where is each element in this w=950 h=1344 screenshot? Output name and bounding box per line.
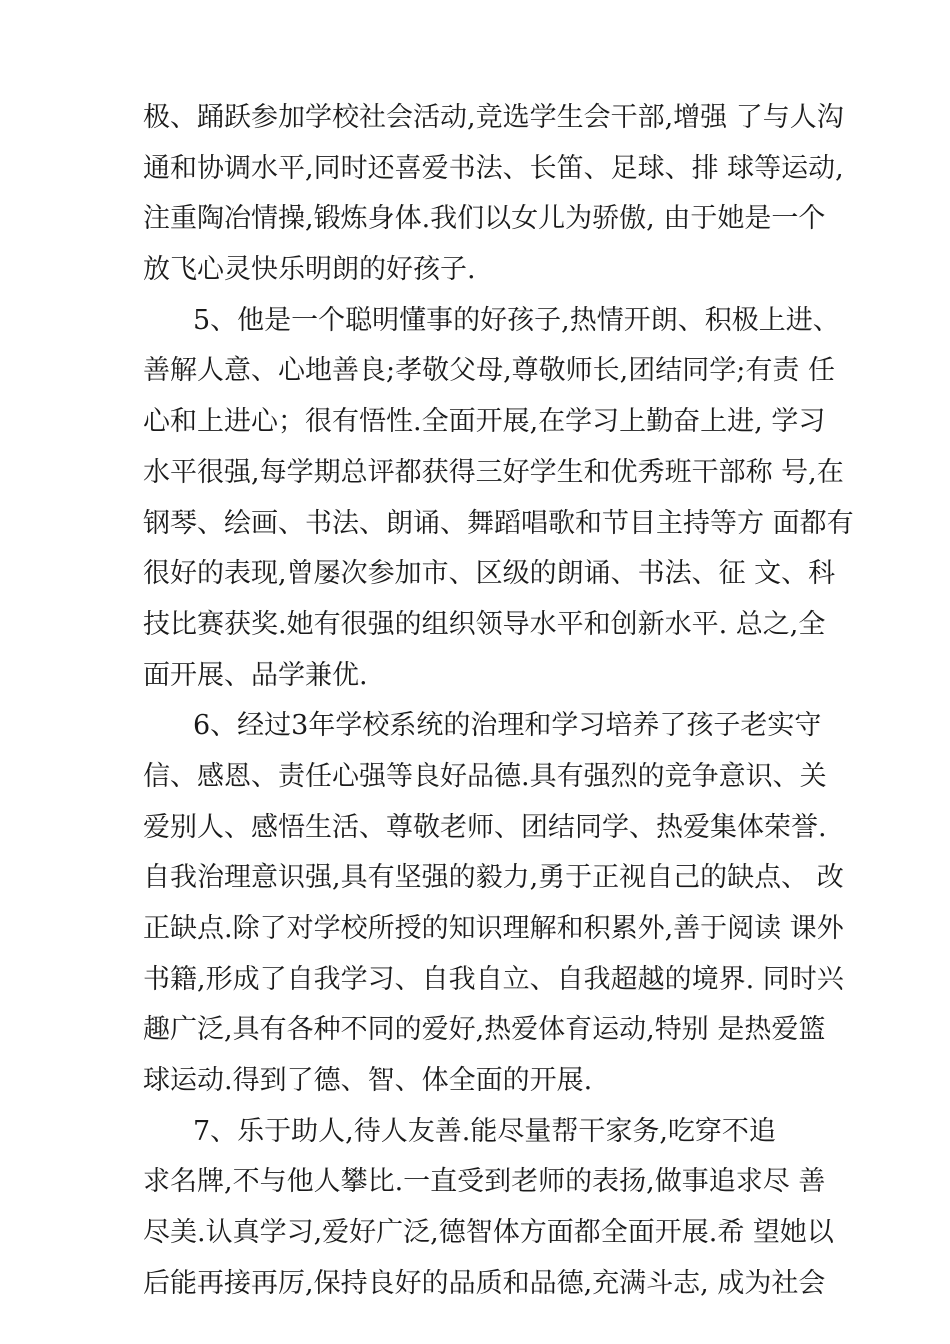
text-line-first: 7、乐于助人,待人友善.能尽量帮干家务,吃穿不追 [193, 1115, 776, 1147]
text-line: 面开展、品学兼优. [143, 659, 368, 691]
document-body [143, 93, 854, 1310]
paragraph-6 [143, 701, 844, 1107]
text-line: 钢琴、绘画、书法、朗诵、舞蹈唱歌和节目主持等方 面都有 [143, 507, 854, 539]
text-line: 书籍,形成了自我学习、自我自立、自我超越的境界. 同时兴 [143, 963, 844, 995]
text-line: 水平很强,每学期总评都获得三好学生和优秀班干部称 号,在 [143, 456, 844, 488]
text-line: 善解人意、心地善良;孝敬父母,尊敬师长,团结同学;有责 任 [143, 355, 835, 387]
text-line: 通和协调水平,同时还喜爱书法、长笛、足球、排 球等运动, [143, 152, 844, 184]
text-line: 趣广泛,具有各种不同的爱好,热爱体育运动,特别 是热爱篮 [143, 1014, 826, 1046]
text-line: 后能再接再厉,保持良好的品质和品德,充满斗志, 成为社会 [143, 1267, 826, 1299]
text-line: 求名牌,不与他人攀比.一直受到老师的表扬,做事追求尽 善 [143, 1166, 826, 1198]
text-line: 信、感恩、责任心强等良好品德.具有强烈的竞争意识、关 [143, 760, 827, 792]
text-line: 爱别人、感悟生活、尊敬老师、团结同学、热爱集体荣誉. [143, 811, 827, 843]
text-line: 注重陶冶情操,锻炼身体.我们以女儿为骄傲, 由于她是一个 [143, 203, 826, 235]
text-line-first: 6、经过3年学校系统的治理和学习培养了孩子老实守 [193, 710, 822, 742]
text-line: 很好的表现,曾屡次参加市、区级的朗诵、书法、征 文、科 [143, 558, 836, 590]
text-line: 心和上进心；很有悟性.全面开展,在学习上勤奋上进, 学习 [143, 406, 826, 438]
text-line: 自我治理意识强,具有坚强的毅力,勇于正视自己的缺点、 改 [143, 862, 844, 894]
text-line: 极、踊跃参加学校社会活动,竞选学生会干部,增强 了与人沟 [143, 102, 844, 133]
text-line: 正缺点.除了对学校所授的知识理解和积累外,善于阅读 课外 [143, 913, 844, 944]
text-line: 放飞心灵快乐明朗的好孩子. [143, 254, 476, 286]
paragraph-7 [143, 1107, 833, 1310]
text-line: 尽美.认真学习,爱好广泛,德智体方面都全面开展.希 望她以 [143, 1217, 834, 1249]
text-line: 球运动.得到了德、智、体全面的开展. [143, 1065, 593, 1097]
paragraph-5 [143, 296, 854, 702]
text-line: 技比赛获奖.她有很强的组织领导水平和创新水平. 总之,全 [143, 608, 826, 640]
paragraph-continued [143, 93, 844, 296]
text-line-first: 5、他是一个聪明懂事的好孩子,热情开朗、积极上进、 [193, 304, 840, 336]
